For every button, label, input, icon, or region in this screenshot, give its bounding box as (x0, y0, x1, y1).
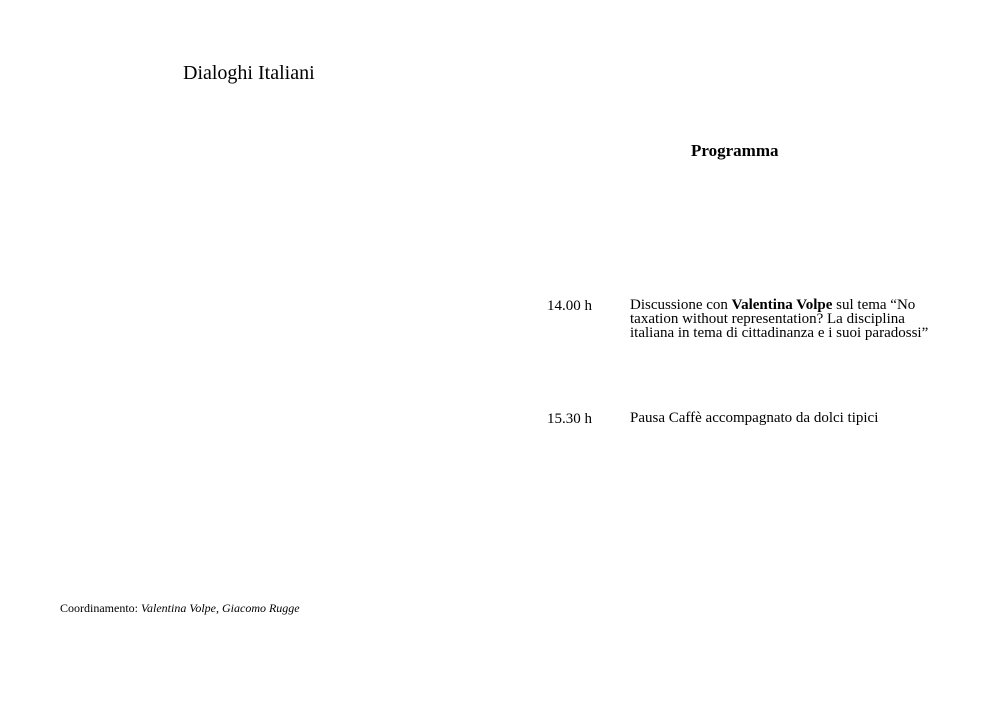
program-heading: Programma (691, 141, 779, 160)
schedule-description (630, 298, 930, 340)
coordination-label: Coordinamento: (60, 601, 141, 615)
schedule-time: 14.00 h (547, 298, 592, 314)
schedule-description: Pausa Caffè accompagnato da dolci tipici (630, 410, 879, 426)
schedule-text-before: Discussione con (630, 297, 732, 313)
coordination-names: Valentina Volpe, Giacomo Rugge (141, 601, 300, 615)
speaker-name: Valentina Volpe (731, 297, 833, 313)
coordination-line (60, 601, 300, 616)
schedule-text-after: sul tema “No taxation without representation? La disciplina italiana in tema di cittadinanza e i suoi paradossi” (630, 297, 929, 341)
schedule-time: 15.30 h (547, 411, 592, 427)
document-title: Dialoghi Italiani (183, 62, 315, 84)
